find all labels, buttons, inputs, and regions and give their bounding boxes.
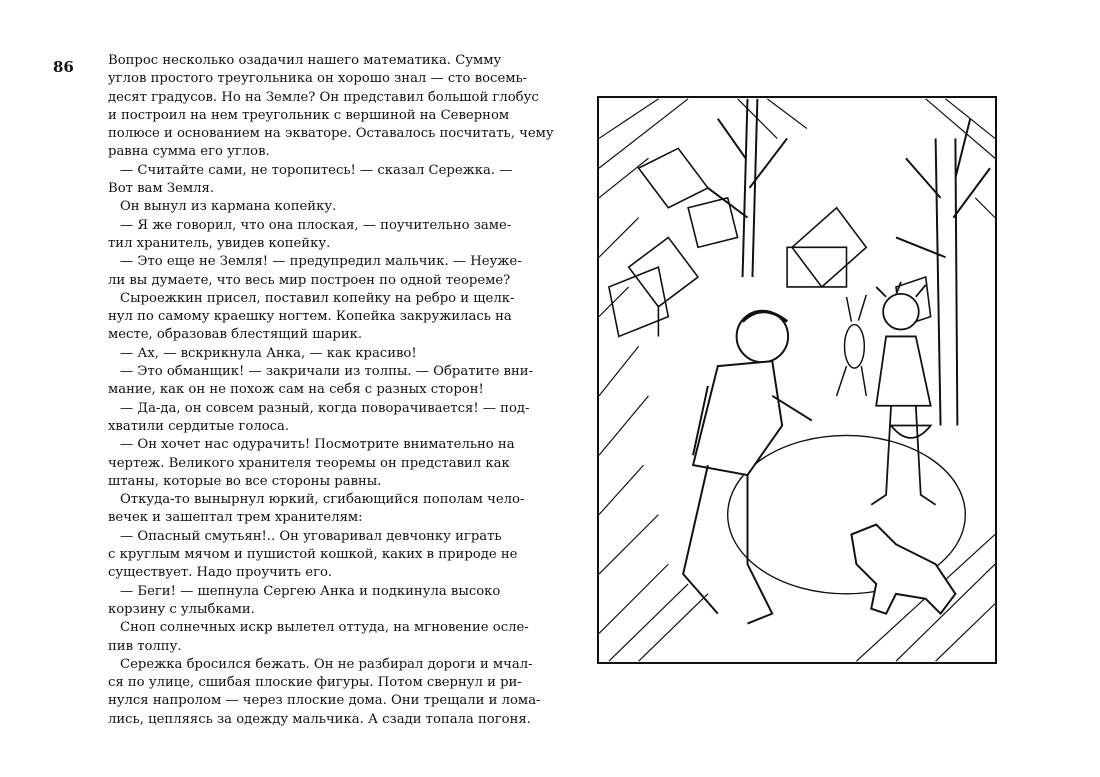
text-line: корзину с улыбками. — [108, 601, 255, 617]
text-line: месте, образовав блестящий шарик. — [108, 327, 363, 343]
illustration — [597, 96, 997, 664]
text-line: Он вынул из кармана копейку. — [120, 199, 337, 215]
flat-houses — [609, 148, 931, 336]
text-line: чертеж. Великого хранителя теоремы он представил как — [108, 455, 510, 471]
text-line: ли вы думаете, что весь мир построен по одной теореме? — [108, 272, 511, 288]
bunny-toy — [837, 295, 867, 396]
text-line: равна сумма его углов. — [108, 144, 270, 160]
text-line: с круглым мячом и пушистой кошкой, каких в природе не — [108, 547, 518, 563]
girl-figure — [871, 282, 935, 505]
text-line: мание, как он не похож сам на себя с разных сторон! — [108, 382, 484, 398]
text-line: лись, цепляясь за одежду мальчика. А сзади топала погоня. — [108, 711, 531, 727]
text-line: существует. Надо проучить его. — [108, 565, 333, 581]
text-line: нул по самому краешку ногтем. Копейка закружилась на — [108, 309, 512, 325]
text-line: — Он хочет нас одурачить! Посмотрите внимательно на — [120, 437, 515, 453]
text-line: хватили сердитые голоса. — [108, 418, 290, 434]
boy-figure — [683, 311, 812, 624]
text-line: Сережка бросился бежать. Он не разбирал дороги и мчал- — [120, 656, 533, 672]
text-line: полюсе и основанием на экваторе. Оставалось посчитать, чему — [108, 126, 554, 142]
text-line: десят градусов. Но на Земле? Он представил большой глобус — [108, 89, 539, 105]
text-line: Вот вам Земля. — [108, 181, 215, 197]
text-line: Вопрос несколько озадачил нашего математика. Сумму — [108, 53, 502, 68]
illustration-drawing — [599, 98, 995, 662]
text-line: — Я же говорил, что она плоская, — поучительно заме- — [120, 217, 512, 233]
text-line: — Считайте сами, не торопитесь! — сказал Сережка. — — [120, 162, 513, 178]
text-line: — Беги! — шепнула Сергею Анка и подкинула высоко — [120, 583, 501, 599]
text-line: и построил на нем треугольник с вершиной на Северном — [108, 107, 510, 123]
text-line: — Это обманщик! — закричали из толпы. — Обратите вни- — [120, 364, 534, 380]
text-line: — Опасный смутьян!.. Он уговаривал девчонку играть — [120, 528, 502, 544]
text-line: — Это еще не Земля! — предупредил мальчик. — Неужe- — [120, 254, 522, 270]
text-line: Сноп солнечных искр вылетел оттуда, на мгновение ослe- — [120, 620, 529, 636]
page-number: 86 — [53, 58, 74, 76]
text-line: углов простого треугольника он хорошо знал — сто восемь- — [108, 71, 528, 87]
flat-cat — [851, 525, 955, 614]
text-line: вечек и зашептал трем хранителям: — [108, 510, 363, 526]
text-line: — Ах, — вскрикнула Анка, — как красиво! — [120, 345, 417, 361]
text-line: — Да-да, он совсем разный, когда поворачивается! — под- — [120, 400, 530, 416]
text-line: нулся напролом — через плоские дома. Они трещали и ломa- — [108, 693, 541, 709]
text-line: тил хранитель, увидев копейку. — [108, 235, 331, 251]
text-line: Откуда-то вынырнул юркий, сгибающийся пополам чело- — [120, 492, 525, 508]
tree-left — [708, 99, 787, 277]
text-line: пив толпу. — [108, 638, 182, 654]
text-line: ся по улице, сшибая плоские фигуры. Потом свернул и ри- — [108, 675, 522, 691]
body-text — [108, 52, 554, 729]
text-line: штаны, которые во все стороны равны. — [108, 473, 382, 489]
text-line: Сыроежкин присел, поставил копейку на ребро и щелк- — [120, 290, 515, 306]
